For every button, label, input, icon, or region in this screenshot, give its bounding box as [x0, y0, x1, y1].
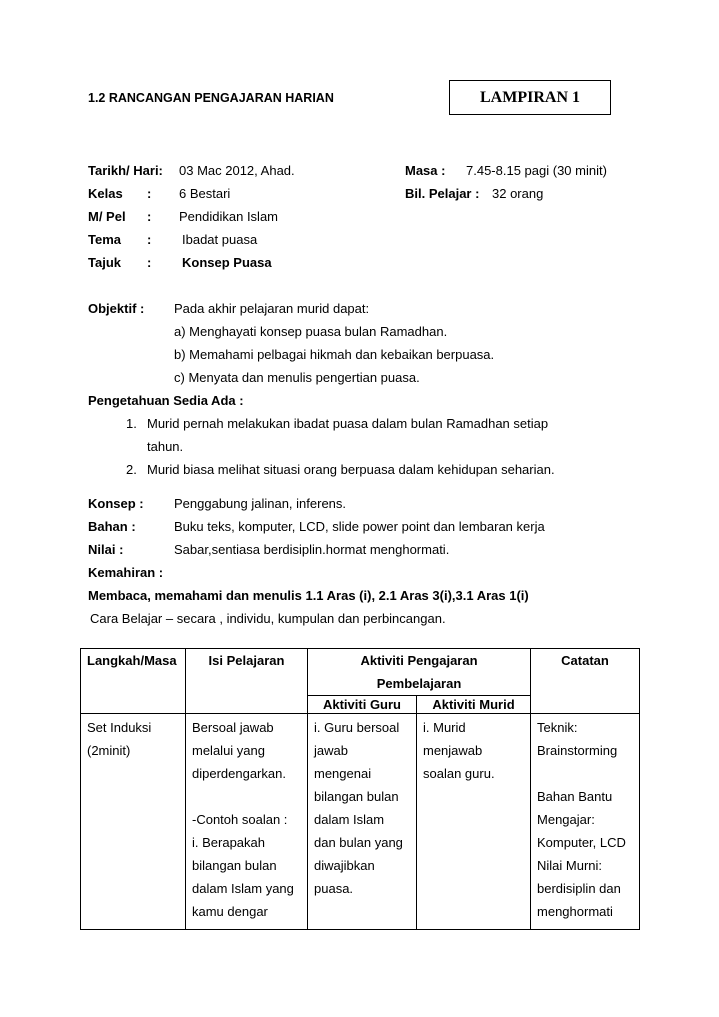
cell-line: mengenai [314, 766, 372, 781]
cell-line: (2minit) [87, 743, 131, 758]
header-aktiviti-murid: Aktiviti Murid [417, 696, 531, 714]
cell-line: bilangan bulan [314, 789, 399, 804]
cell-line: bilangan bulan [192, 858, 277, 873]
kelas-value: 6 Bestari [179, 186, 231, 201]
lesson-plan-table [80, 648, 640, 930]
mpel-colon: : [147, 209, 152, 224]
tema-value: Ibadat puasa [182, 232, 258, 247]
cell-line: diperdengarkan. [192, 766, 286, 781]
bil-pelajar-label: Bil. Pelajar : [405, 186, 480, 201]
cell-line: Brainstorming [537, 743, 618, 758]
cell-line: jawab [314, 743, 348, 758]
cell-line: dan bulan yang [314, 835, 403, 850]
header-aktiviti-line-1: Aktiviti Pengajaran [360, 653, 478, 668]
page-title: 1.2 RANCANGAN PENGAJARAN HARIAN [88, 91, 334, 105]
cell-line: soalan guru. [423, 766, 495, 781]
mpel-value: Pendidikan Islam [179, 209, 278, 224]
cell-line: i. Berapakah [192, 835, 265, 850]
cell-line: berdisiplin dan [537, 881, 621, 896]
cell-langkah [81, 714, 186, 930]
table-row [81, 714, 640, 930]
konsep-value: Penggabung jalinan, inferens. [174, 496, 347, 511]
cell-line: i. Murid [423, 720, 466, 735]
bahan-value: Buku teks, komputer, LCD, slide power point dan lembaran kerja [174, 519, 545, 534]
kelas-colon: : [147, 186, 152, 201]
cell-line: dalam Islam [314, 812, 385, 827]
header-aktiviti [308, 649, 531, 696]
objektif-item-c: c) Menyata dan menulis pengertian puasa. [174, 370, 420, 385]
pengetahuan-item-1-line-1: Murid pernah melakukan ibadat puasa dalam bulan Ramadhan setiap [147, 416, 549, 431]
nilai-value: Sabar,sentiasa berdisiplin.hormat menghormati. [174, 542, 450, 557]
cell-line: diwajibkan [314, 858, 375, 873]
kemahiran-label: Kemahiran : [88, 565, 164, 580]
pengetahuan-item-1-line-2: tahun. [147, 439, 184, 454]
header-langkah-masa: Langkah/Masa [81, 649, 186, 714]
objektif-label: Objektif : [88, 301, 145, 316]
cell-guru [308, 714, 417, 930]
pengetahuan-item-2-line-1: Murid biasa melihat situasi orang berpuasa dalam kehidupan seharian. [147, 462, 555, 477]
tajuk-colon: : [147, 255, 152, 270]
tajuk-label: Tajuk [88, 255, 121, 270]
pengetahuan-item-1-number: 1. [126, 416, 137, 431]
objektif-intro: Pada akhir pelajaran murid dapat: [174, 301, 370, 316]
cara-belajar: Cara Belajar – secara , individu, kumpulan dan perbincangan. [90, 611, 446, 626]
cell-line: Komputer, LCD [537, 835, 626, 850]
header-catatan: Catatan [531, 649, 640, 714]
cell-line: dalam Islam yang [192, 881, 294, 896]
header-isi-pelajaran: Isi Pelajaran [186, 649, 308, 714]
cell-line: Bahan Bantu [537, 789, 613, 804]
bil-pelajar-value: 32 orang [492, 186, 544, 201]
cell-line: melalui yang [192, 743, 265, 758]
objektif-item-a: a) Menghayati konsep puasa bulan Ramadhan. [174, 324, 448, 339]
cell-line: Bersoal jawab [192, 720, 274, 735]
pengetahuan-label: Pengetahuan Sedia Ada : [88, 393, 244, 408]
cell-line: menghormati [537, 904, 613, 919]
cell-line: i. Guru bersoal [314, 720, 400, 735]
cell-line: puasa. [314, 881, 354, 896]
pengetahuan-item-2-number: 2. [126, 462, 137, 477]
tarikh-label: Tarikh/ Hari: [88, 163, 163, 178]
cell-murid [417, 714, 531, 930]
cell-catatan [531, 714, 640, 930]
tarikh-value: 03 Mac 2012, Ahad. [179, 163, 295, 178]
header-aktiviti-guru: Aktiviti Guru [308, 696, 417, 714]
masa-value: 7.45-8.15 pagi (30 minit) [466, 163, 607, 178]
nilai-label: Nilai : [88, 542, 124, 557]
cell-line [537, 762, 633, 785]
cell-line: Set Induksi [87, 720, 152, 735]
tajuk-value: Konsep Puasa [182, 255, 272, 270]
bahan-label: Bahan : [88, 519, 136, 534]
cell-line: Nilai Murni: [537, 858, 603, 873]
objektif-item-b: b) Memahami pelbagai hikmah dan kebaikan berpuasa. [174, 347, 495, 362]
lampiran-box: LAMPIRAN 1 [449, 80, 611, 115]
mpel-label: M/ Pel [88, 209, 126, 224]
header-aktiviti-line-2: Pembelajaran [376, 676, 462, 691]
cell-isi [186, 714, 308, 930]
cell-line: -Contoh soalan : [192, 812, 288, 827]
cell-line: menjawab [423, 743, 483, 758]
konsep-label: Konsep : [88, 496, 144, 511]
cell-line [192, 785, 301, 808]
kemahiran-value: Membaca, memahami dan menulis 1.1 Aras (i), 2.1 Aras 3(i),3.1 Aras 1(i) [88, 588, 529, 603]
table-header-row [81, 649, 640, 696]
masa-label: Masa : [405, 163, 446, 178]
cell-line: Teknik: [537, 720, 578, 735]
cell-line: Mengajar: [537, 812, 595, 827]
cell-line: kamu dengar [192, 904, 268, 919]
tema-label: Tema [88, 232, 121, 247]
tema-colon: : [147, 232, 152, 247]
kelas-label: Kelas [88, 186, 123, 201]
